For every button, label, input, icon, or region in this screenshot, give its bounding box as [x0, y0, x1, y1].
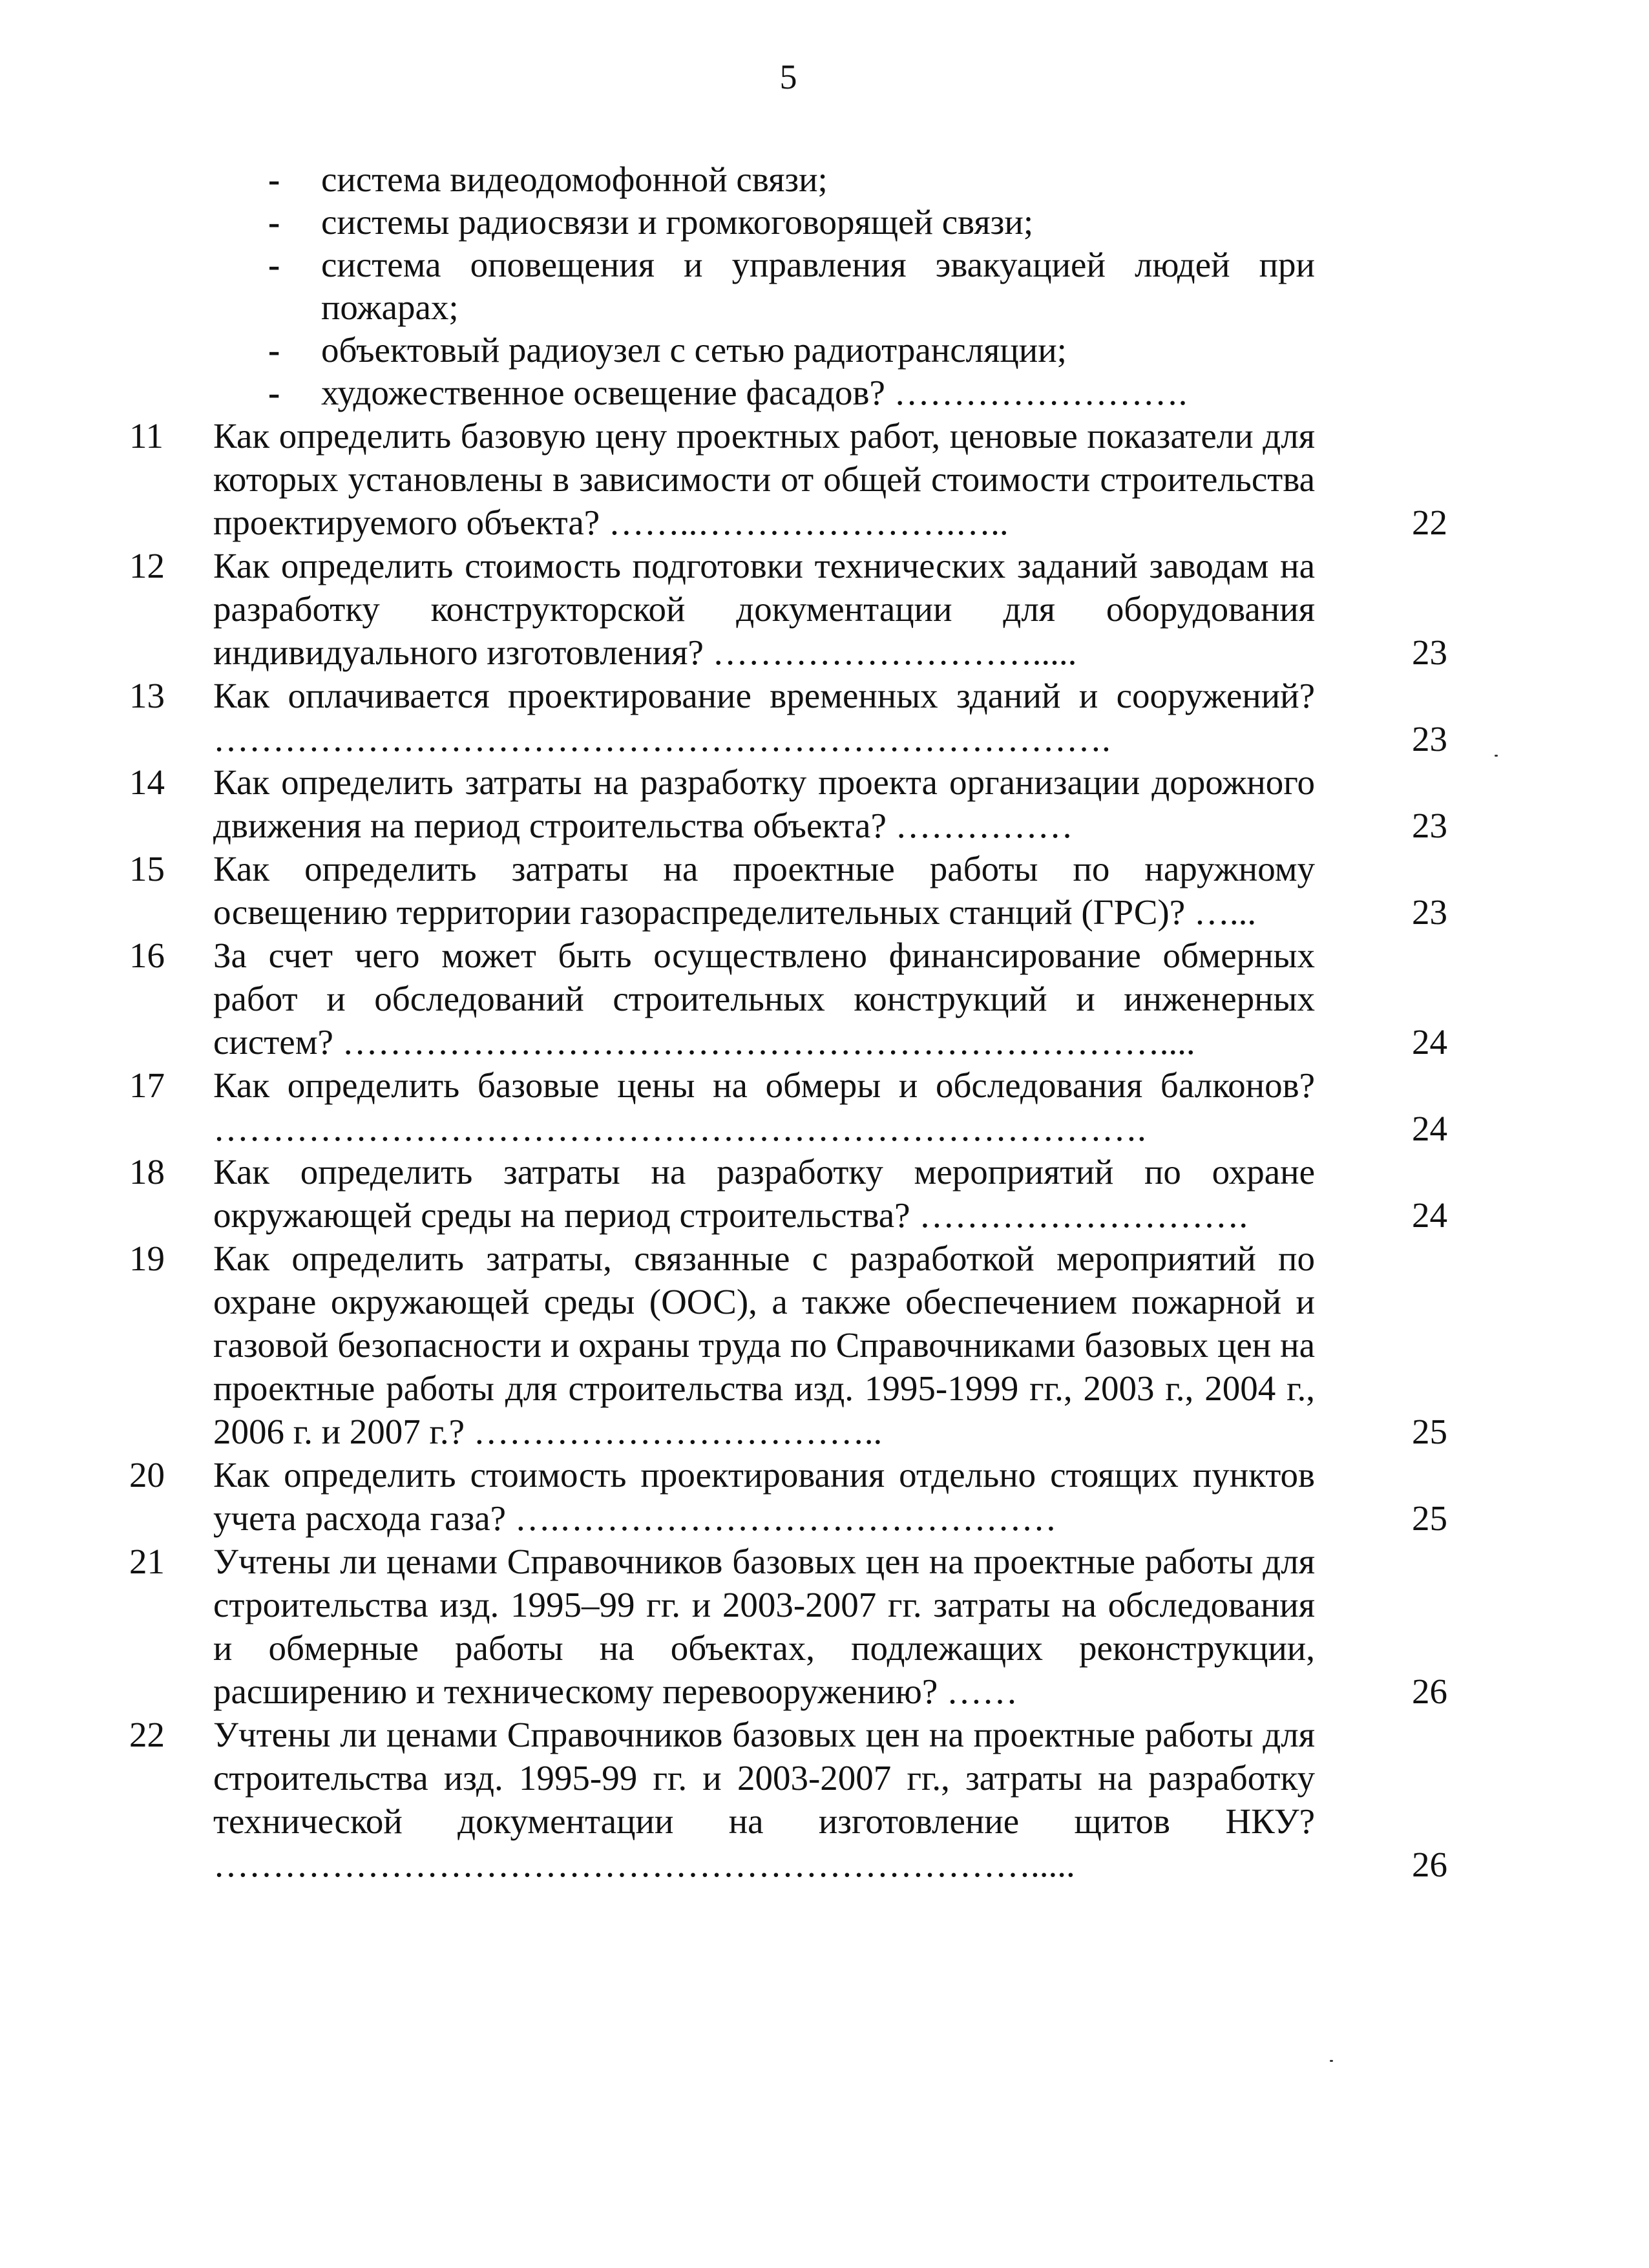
- entry-text: Как определить затраты, связанные с разработкой мероприятий по охране окружающей среды (ООС), а также обеспечением пожарной и газовой безопасности и охраны труда по Справочниками базовых цен на проектные работы для строительства изд. 1995-1999 гг., 2003 г., 2004 г., 2006 г. и 2007 г.? ……………………………..: [213, 1239, 1315, 1451]
- bullet-list: [268, 158, 1315, 414]
- bullet-item: [268, 158, 1315, 201]
- entry-text: Как определить базовые цены на обмеры и обследования балконов? …………………………………………………………………….: [213, 1066, 1315, 1148]
- entry-page: 23: [1412, 719, 1447, 759]
- entry-number: 15: [129, 849, 165, 888]
- toc-entry: [129, 1453, 1447, 1540]
- toc-entry: [129, 1540, 1447, 1713]
- entry-page: 24: [1412, 1109, 1447, 1148]
- bullet-dash: -: [268, 330, 280, 370]
- entry-text: Как определить затраты на проектные работы по наружному освещению территории газораспределительных станций (ГРС)? …...: [213, 849, 1315, 932]
- toc-entry: [129, 674, 1447, 761]
- entry-page: 24: [1412, 1022, 1447, 1062]
- toc-entries: [129, 414, 1447, 1886]
- bullet-text: система оповещения и управления эвакуацией людей при пожарах;: [321, 245, 1315, 327]
- scan-speck: [1330, 2060, 1333, 2062]
- entry-page: 24: [1412, 1195, 1447, 1235]
- bullet-item: [268, 372, 1315, 414]
- entry-text: Учтены ли ценами Справочников базовых цен на проектные работы для строительства изд. 1995-99 гг. и 2003-2007 гг., затраты на разработку технической документации на изготовление щитов НКУ? …………………………………………………………….....: [213, 1715, 1315, 1884]
- toc-entry: [129, 1237, 1447, 1453]
- entry-text: Как определить стоимость подготовки технических заданий заводам на разработку конструкторской документации для оборудования индивидуального изготовления? ……………………….....: [213, 546, 1315, 672]
- entry-number: 22: [129, 1715, 165, 1754]
- toc-entry: [129, 761, 1447, 847]
- bullet-dash: -: [268, 160, 280, 199]
- bullet-item: [268, 244, 1315, 329]
- bullet-text: художественное освещение фасадов? …………………….: [321, 373, 1188, 412]
- entry-page: 23: [1412, 806, 1447, 845]
- entry-page: 23: [1412, 892, 1447, 932]
- entry-number: 18: [129, 1152, 165, 1192]
- entry-text: Учтены ли ценами Справочников базовых цен на проектные работы для строительства изд. 1995–99 гг. и 2003-2007 гг. затраты на обследования и обмерные работы на объектах, подлежащих реконструкции, расширению и техническому перевооружению? ……: [213, 1542, 1315, 1711]
- bullet-dash: -: [268, 245, 280, 284]
- page-number: 5: [779, 58, 797, 96]
- entry-page: 25: [1412, 1498, 1447, 1538]
- entry-text: Как определить затраты на разработку проекта организации дорожного движения на период строительства объекта? ……………: [213, 762, 1315, 845]
- toc-entry: [129, 414, 1447, 544]
- entry-page: 26: [1412, 1672, 1447, 1711]
- bullet-text: системы радиосвязи и громкоговорящей связи;: [321, 202, 1034, 242]
- bullet-text: система видеодомофонной связи;: [321, 160, 828, 199]
- entry-text: Как оплачивается проектирование временных зданий и сооружений? ………………………………………………………………….: [213, 676, 1315, 759]
- entry-number: 12: [129, 546, 165, 585]
- entry-number: 20: [129, 1455, 165, 1495]
- entry-text: Как определить затраты на разработку мероприятий по охране окружающей среды на период строительства? ……………………….: [213, 1152, 1315, 1235]
- entry-number: 11: [129, 416, 163, 456]
- entry-text: Как определить стоимость проектирования отдельно стоящих пунктов учета расхода газа? ….……………………………………: [213, 1455, 1315, 1538]
- entry-page: 23: [1412, 633, 1447, 672]
- toc-entry: [129, 1150, 1447, 1237]
- bullet-item: [268, 329, 1315, 372]
- entry-text: Как определить базовую цену проектных работ, ценовые показатели для которых установлены в зависимости от общей стоимости строительства проектируемого объекта? ……..………………….…..: [213, 416, 1315, 542]
- entry-number: 21: [129, 1542, 165, 1581]
- toc-entry: [129, 1064, 1447, 1150]
- entry-number: 16: [129, 936, 165, 975]
- toc-entry: [129, 847, 1447, 934]
- entry-number: 19: [129, 1239, 165, 1278]
- toc-entry: [129, 544, 1447, 674]
- toc-entry: [129, 1713, 1447, 1886]
- toc-entry: [129, 934, 1447, 1064]
- entry-page: 26: [1412, 1845, 1447, 1884]
- entry-number: 14: [129, 762, 165, 802]
- entry-number: 17: [129, 1066, 165, 1105]
- entry-page: 22: [1412, 503, 1447, 542]
- entry-text: За счет чего может быть осуществлено финансирование обмерных работ и обследований строительных конструкций и инженерных систем? ……………………………………………………………....: [213, 936, 1315, 1062]
- bullet-dash: -: [268, 373, 280, 412]
- bullet-item: [268, 201, 1315, 244]
- bullet-text: объектовый радиоузел с сетью радиотрансляции;: [321, 330, 1067, 370]
- bullet-dash: -: [268, 202, 280, 242]
- scan-speck: [1495, 755, 1498, 757]
- entry-number: 13: [129, 676, 165, 715]
- entry-page: 25: [1412, 1412, 1447, 1451]
